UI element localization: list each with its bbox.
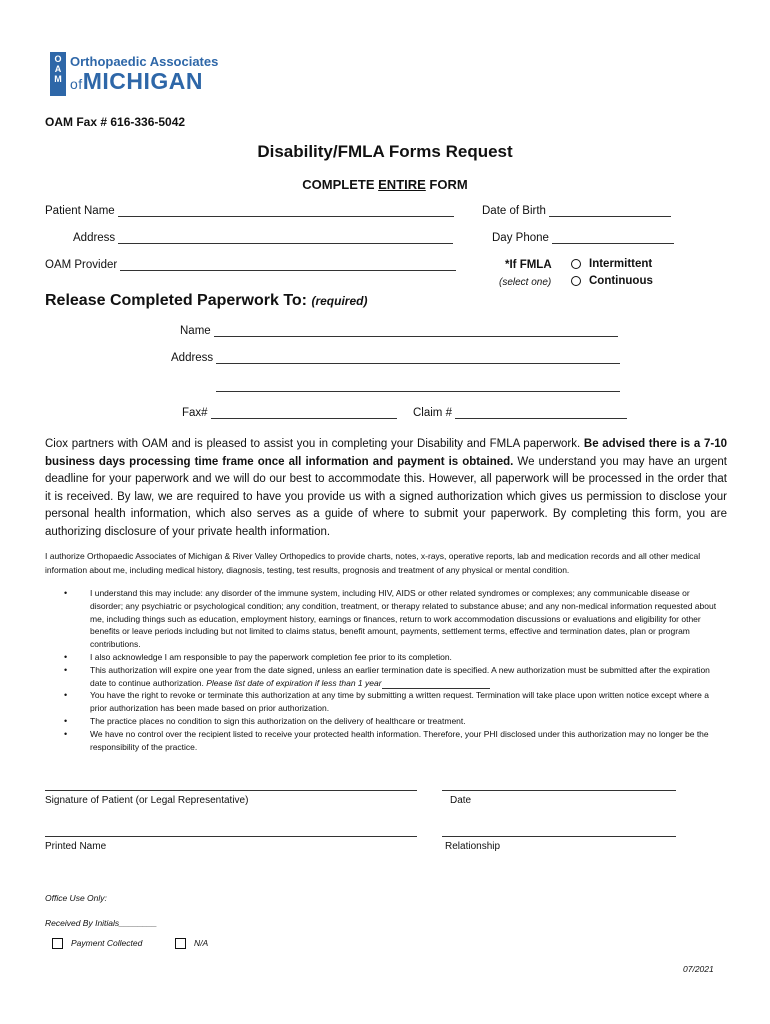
release-claim-field[interactable]: Claim # <box>413 407 627 419</box>
signature-line[interactable] <box>45 790 417 791</box>
dob-field[interactable]: Date of Birth <box>482 205 671 217</box>
release-name-field[interactable]: Name <box>180 325 618 337</box>
date-label: Date <box>450 795 472 806</box>
received-by-initials[interactable]: Received By Initials________ <box>45 918 157 928</box>
printed-name-label: Printed Name <box>45 841 107 852</box>
date-line[interactable] <box>442 790 676 791</box>
release-fax-field[interactable]: Fax# <box>182 407 397 419</box>
fmla-option-continuous[interactable]: Continuous <box>571 275 653 287</box>
payment-collected-checkbox[interactable]: Payment Collected <box>52 938 142 949</box>
day-phone-field[interactable]: Day Phone <box>492 232 674 244</box>
printed-name-line[interactable] <box>45 836 417 837</box>
radio-icon[interactable] <box>571 259 581 269</box>
office-use-heading: Office Use Only: <box>45 893 107 903</box>
list-item: • The practice places no condition to sign this authorization on the delivery of healthcare or treatment. <box>64 715 724 728</box>
relationship-label: Relationship <box>445 841 501 852</box>
logo-text-top: Orthopaedic Associates <box>70 54 219 69</box>
address-field[interactable]: Address <box>73 232 453 244</box>
fmla-note: (select one) <box>499 277 552 288</box>
provider-field[interactable]: OAM Provider <box>45 259 456 271</box>
page-title: Disability/FMLA Forms Request <box>257 142 513 161</box>
logo-mark: O A M <box>50 52 66 96</box>
subtitle: COMPLETE ENTIRE FORM <box>302 177 468 192</box>
logo-text-bottom: ofMICHIGAN <box>70 68 203 94</box>
authorization-bullets <box>64 587 724 753</box>
list-item: • You have the right to revoke or terminate this authorization at any time by submitting a written request. Termination will take place upon written notice except where a prior authorization has been made based on prior authorization. <box>64 689 724 715</box>
release-heading: Release Completed Paperwork To: (required) <box>45 292 368 309</box>
release-address-field[interactable]: Address <box>171 352 620 364</box>
release-address-line2[interactable] <box>216 391 620 392</box>
checkbox-icon[interactable] <box>175 938 186 949</box>
info-paragraph: Ciox partners with OAM and is pleased to assist you in completing your Disability and FMLA paperwork. Be advised there is a 7-10 business days processing time frame once all information and payment is obtained. We understand you may have an urgent deadline for your paperwork and we will do our best to accommodate this. However, all paperwork will be processed in the order that it is received. By law, we are required to have you provide us with a signed authorization which gives us permission to disclose your personal health information, which also serves as a guide of where to submit your paperwork. By completing this form, you are authorizing disclosure of your private health information. <box>45 438 727 538</box>
signature-label: Signature of Patient (or Legal Representative) <box>45 795 249 806</box>
na-checkbox[interactable]: N/A <box>175 938 208 949</box>
authorization-text: I authorize Orthopaedic Associates of Michigan & River Valley Orthopedics to provide charts, notes, x-rays, operative reports, lab and medication records and all other medical information about me, including medical history, diagnosis, testing, test results, prognosis and treatment of any physical or mental condition. <box>45 551 701 575</box>
patient-name-field[interactable]: Patient Name <box>45 205 454 217</box>
list-item: • I understand this may include: any disorder of the immune system, including HIV, AIDS or other related syndromes or complexes; any communicable disease or disorder; any psychiatric or psychological condition; any condition, treatment, or therapy related to substance abuse; and any non-medical information requested about me, including things such as education, employment history, earnings or finances, return to work accommodation discussions or evaluations and eligibility for other benefits or leave periods including but not limited to claims status, benefit amount, payments, settlement terms, effective and termination dates, plan or program contributions. <box>64 587 724 651</box>
fax-number: OAM Fax # 616-336-5042 <box>45 115 186 129</box>
footer-date: 07/2021 <box>683 964 714 974</box>
checkbox-icon[interactable] <box>52 938 63 949</box>
fmla-label: *If FMLA <box>505 259 552 271</box>
list-item: • I also acknowledge I am responsible to pay the paperwork completion fee prior to its completion. <box>64 651 724 664</box>
list-item: • We have no control over the recipient listed to receive your protected health information. Therefore, your PHI disclosed under this authorization may no longer be the responsibility of the practice. <box>64 728 724 754</box>
fmla-option-intermittent[interactable]: Intermittent <box>571 258 652 270</box>
radio-icon[interactable] <box>571 276 581 286</box>
relationship-line[interactable] <box>442 836 676 837</box>
list-item: • This authorization will expire one year from the date signed, unless an earlier termination date is specified. A new authorization must be submitted after the expiration date to continue authorization. Please list date of expiration if less than 1 year <box>64 664 724 690</box>
